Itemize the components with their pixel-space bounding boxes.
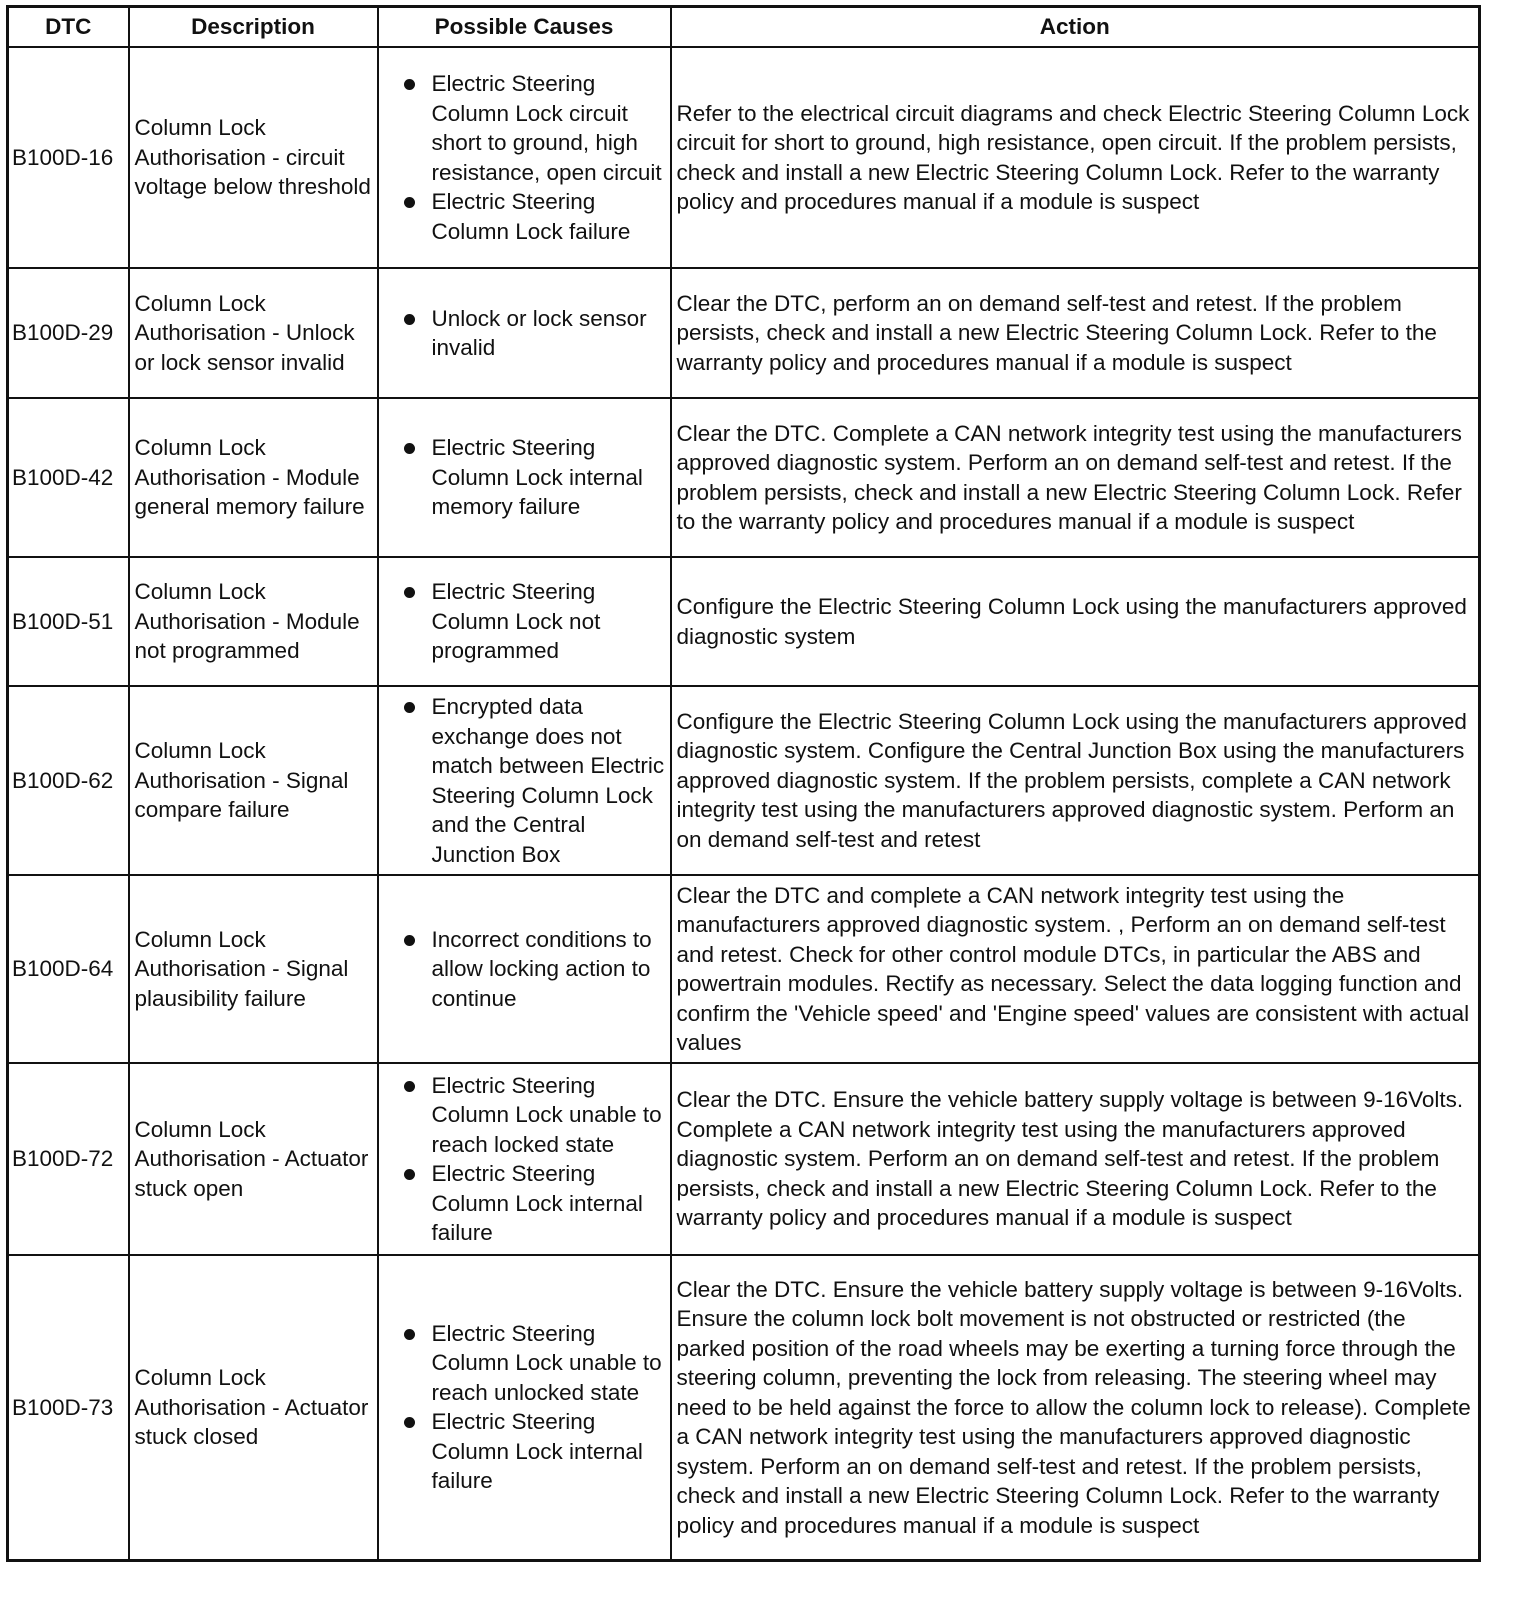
- description-cell: Column Lock Authorisation - Actuator stuck closed: [129, 1255, 378, 1560]
- action-cell: Clear the DTC, perform an on demand self-test and retest. If the problem persists, check and install a new Electric Steering Column Lock. Refer to the warranty policy and procedures manual if a module is suspect: [671, 268, 1480, 398]
- description-cell: Column Lock Authorisation - circuit voltage below threshold: [129, 47, 378, 268]
- header-dtc: DTC: [8, 7, 129, 48]
- table-row: [8, 268, 1480, 398]
- possible-causes-cell: [378, 1255, 671, 1560]
- cause-item: Electric Steering Column Lock unable to reach locked state: [384, 1071, 665, 1160]
- cause-item: Electric Steering Column Lock unable to reach unlocked state: [384, 1319, 665, 1408]
- possible-causes-cell: [378, 47, 671, 268]
- cause-item: Electric Steering Column Lock internal failure: [384, 1407, 665, 1496]
- dtc-code: B100D-62: [8, 686, 129, 875]
- action-cell: Clear the DTC. Ensure the vehicle battery supply voltage is between 9-16Volts. Ensure the column lock bolt movement is not obstructed or restricted (the parked position of the road wheels may be exerting a turning force through the steering column, preventing the lock from releasing. The steering wheel may need to be held against the force to allow the column lock to release). Complete a CAN network integrity test using the manufacturers approved diagnostic system. Perform an on demand self-test and retest. If the problem persists, check and install a new Electric Steering Column Lock. Refer to the warranty policy and procedures manual if a module is suspect: [671, 1255, 1480, 1560]
- possible-causes-cell: [378, 875, 671, 1063]
- action-cell: Clear the DTC and complete a CAN network integrity test using the manufacturers approved diagnostic system. , Perform an on demand self-test and retest. Check for other control module DTCs, in particular the ABS and powertrain modules. Rectify as necessary. Select the data logging function and confirm the 'Vehicle speed' and 'Engine speed' values are consistent with actual values: [671, 875, 1480, 1063]
- header-action: Action: [671, 7, 1480, 48]
- possible-causes-cell: [378, 557, 671, 686]
- action-cell: Refer to the electrical circuit diagrams and check Electric Steering Column Lock circuit for short to ground, high resistance, open circuit. If the problem persists, check and install a new Electric Steering Column Lock. Refer to the warranty policy and procedures manual if a module is suspect: [671, 47, 1480, 268]
- dtc-code: B100D-51: [8, 557, 129, 686]
- description-cell: Column Lock Authorisation - Module general memory failure: [129, 398, 378, 557]
- possible-causes-cell: [378, 268, 671, 398]
- dtc-code: B100D-73: [8, 1255, 129, 1560]
- possible-causes-cell: [378, 686, 671, 875]
- action-cell: Clear the DTC. Complete a CAN network integrity test using the manufacturers approved diagnostic system. Perform an on demand self-test and retest. If the problem persists, check and install a new Electric Steering Column Lock. Refer to the warranty policy and procedures manual if a module is suspect: [671, 398, 1480, 557]
- cause-item: Electric Steering Column Lock internal memory failure: [384, 433, 665, 522]
- cause-item: Electric Steering Column Lock internal failure: [384, 1159, 665, 1248]
- action-cell: Configure the Electric Steering Column Lock using the manufacturers approved diagnostic system: [671, 557, 1480, 686]
- description-cell: Column Lock Authorisation - Signal compare failure: [129, 686, 378, 875]
- dtc-code: B100D-42: [8, 398, 129, 557]
- causes-list: [384, 1319, 665, 1496]
- table-row: [8, 557, 1480, 686]
- causes-list: [384, 577, 665, 666]
- causes-list: [384, 304, 665, 363]
- causes-list: [384, 69, 665, 246]
- description-cell: Column Lock Authorisation - Unlock or lock sensor invalid: [129, 268, 378, 398]
- description-cell: Column Lock Authorisation - Actuator stuck open: [129, 1063, 378, 1255]
- cause-item: Electric Steering Column Lock circuit short to ground, high resistance, open circuit: [384, 69, 665, 187]
- table-row: [8, 1063, 1480, 1255]
- cause-item: Encrypted data exchange does not match between Electric Steering Column Lock and the Central Junction Box: [384, 692, 665, 869]
- causes-list: [384, 925, 665, 1014]
- cause-item: Unlock or lock sensor invalid: [384, 304, 665, 363]
- description-cell: Column Lock Authorisation - Module not programmed: [129, 557, 378, 686]
- dtc-table: [6, 5, 1481, 1562]
- possible-causes-cell: [378, 398, 671, 557]
- causes-list: [384, 1071, 665, 1248]
- action-cell: Clear the DTC. Ensure the vehicle battery supply voltage is between 9-16Volts. Complete a CAN network integrity test using the manufacturers approved diagnostic system. Perform an on demand self-test and retest. If the problem persists, check and install a new Electric Steering Column Lock. Refer to the warranty policy and procedures manual if a module is suspect: [671, 1063, 1480, 1255]
- table-row: [8, 47, 1480, 268]
- causes-list: [384, 692, 665, 869]
- dtc-code: B100D-72: [8, 1063, 129, 1255]
- table-row: [8, 686, 1480, 875]
- dtc-code: B100D-29: [8, 268, 129, 398]
- dtc-code: B100D-16: [8, 47, 129, 268]
- cause-item: Electric Steering Column Lock not programmed: [384, 577, 665, 666]
- possible-causes-cell: [378, 1063, 671, 1255]
- table-row: [8, 1255, 1480, 1560]
- header-row: [8, 7, 1480, 48]
- cause-item: Electric Steering Column Lock failure: [384, 187, 665, 246]
- table-row: [8, 398, 1480, 557]
- causes-list: [384, 433, 665, 522]
- action-cell: Configure the Electric Steering Column Lock using the manufacturers approved diagnostic system. Configure the Central Junction Box using the manufacturers approved diagnostic system. If the problem persists, complete a CAN network integrity test using the manufacturers approved diagnostic system. Perform an on demand self-test and retest: [671, 686, 1480, 875]
- table-row: [8, 875, 1480, 1063]
- header-description: Description: [129, 7, 378, 48]
- dtc-code: B100D-64: [8, 875, 129, 1063]
- description-cell: Column Lock Authorisation - Signal plausibility failure: [129, 875, 378, 1063]
- header-possible-causes: Possible Causes: [378, 7, 671, 48]
- cause-item: Incorrect conditions to allow locking action to continue: [384, 925, 665, 1014]
